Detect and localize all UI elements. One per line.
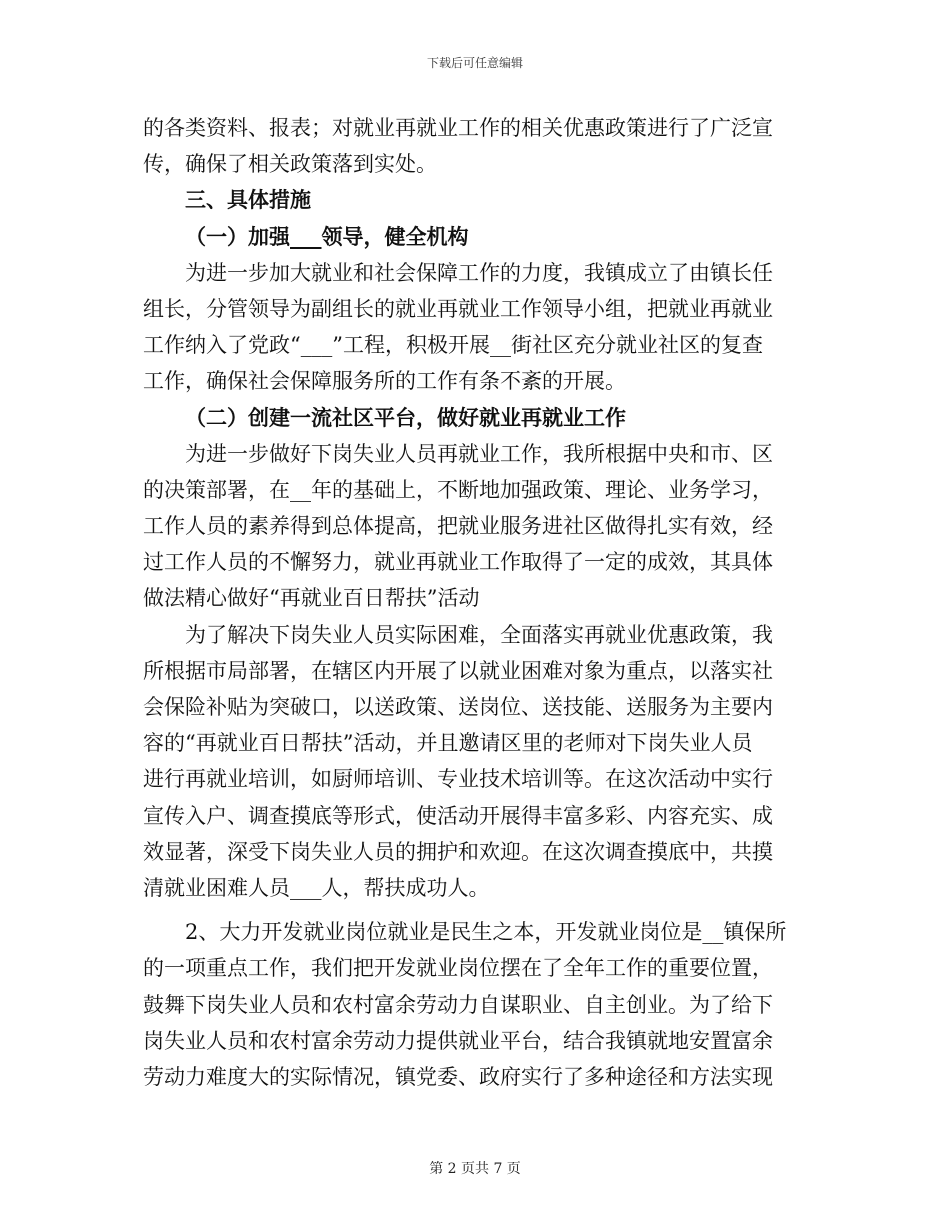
page-header: 下载后可任意编辑 — [426, 56, 523, 70]
body-line: 劳动力难度大的实际情况，镇党委、政府实行了多种途径和方法实现 — [143, 1064, 773, 1089]
body-line: 工作人员的素养得到总体提高，把就业服务进社区做得扎实有效，经 — [143, 514, 773, 539]
body-line: 会保险补贴为突破口，以送政策、送岗位、送技能、送服务为主要内 — [143, 695, 773, 719]
paragraph-gap — [143, 906, 811, 914]
body-line: 的各类资料、报表；对就业再就业工作的相关优惠政策进行了广泛宣 — [143, 116, 773, 140]
body-line: 组长，分管领导为副组长的就业再就业工作领导小组，把就业再就业 — [143, 296, 773, 321]
body-line: 清就业困难人员___人，帮扶成功人。 — [143, 875, 490, 900]
body-line: 宣传入户、调查摸底等形式，使活动开展得丰富多彩、内容充实、成 — [143, 803, 773, 828]
body-line: 2、大力开发就业岗位就业是民生之本，开发就业岗位是__镇保所 — [185, 920, 787, 945]
page-footer: 第 2 页共 7 页 — [429, 1161, 521, 1177]
body-line: 做法精心做好“再就业百日帮扶”活动 — [143, 586, 480, 611]
body-line: 为进一步做好下岗失业人员再就业工作，我所根据中央和市、区 — [185, 441, 773, 466]
body-line: 传，确保了相关政策落到实处。 — [143, 152, 437, 177]
body-line: 过工作人员的不懈努力，就业再就业工作取得了一定的成效，其具体 — [143, 550, 773, 575]
body-line: 的决策部署，在__年的基础上，不断地加强政策、理论、业务学习， — [143, 477, 773, 502]
document-body — [143, 110, 811, 1095]
subsection-heading: （一）加强___领导，健全机构 — [185, 223, 469, 249]
body-line: 为了解决下岗失业人员实际困难，全面落实再就业优惠政策，我 — [185, 622, 773, 647]
body-line: 岗失业人员和农村富余劳动力提供就业平台，结合我镇就地安置富余 — [143, 1028, 773, 1053]
body-line: 容的“再就业百日帮扶”活动，并且邀请区里的老师对下岗失业人员 — [143, 731, 753, 756]
body-line: 为进一步加大就业和社会保障工作的力度，我镇成立了由镇长任 — [185, 260, 773, 285]
body-line: 进行再就业培训，如厨师培训、专业技术培训等。在这次活动中实行 — [143, 767, 773, 792]
body-line: 的一项重点工作，我们把开发就业岗位摆在了全年工作的重要位置， — [143, 956, 773, 981]
body-line: 工作，确保社会保障服务所的工作有条不紊的开展。 — [143, 369, 626, 394]
section-heading: 三、具体措施 — [185, 187, 311, 213]
subsection-heading: （二）创建一流社区平台，做好就业再就业工作 — [185, 404, 626, 430]
body-line: 所根据市局部署，在辖区内开展了以就业困难对象为重点，以落实社 — [143, 658, 773, 683]
body-line: 工作纳入了党政“___”工程，积极开展__街社区充分就业社区的复查 — [143, 333, 763, 358]
body-line: 效显著，深受下岗失业人员的拥护和欢迎。在这次调查摸底中，共摸 — [143, 839, 773, 864]
body-line: 鼓舞下岗失业人员和农村富余劳动力自谋职业、自主创业。为了给下 — [143, 992, 773, 1017]
